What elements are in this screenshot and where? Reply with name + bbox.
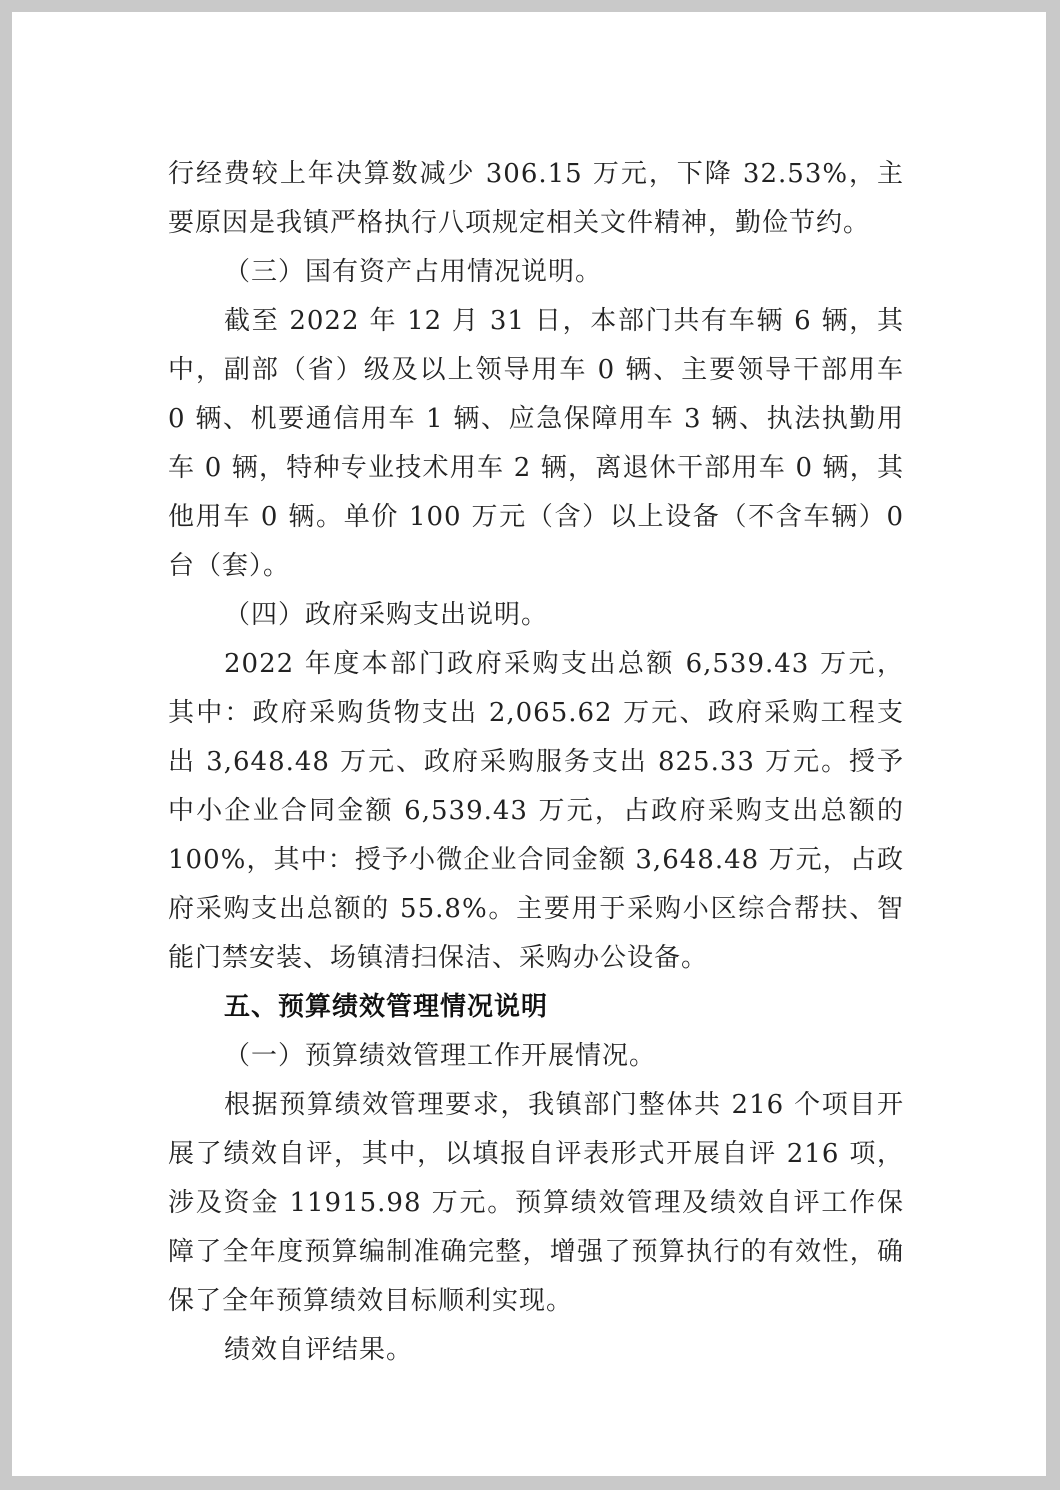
- document-body: [168, 150, 904, 1375]
- paragraph-performance: 根据预算绩效管理要求，我镇部门整体共 216 个项目开展了绩效自评，其中，以填报自评表形式开展自评 216 项，涉及资金 11915.98 万元。预算绩效管理及绩效自评工作保障了全年度预算编制准确完整，增强了预算执行的有效性，确保了全年预算绩效目标顺利实现。: [168, 1090, 904, 1316]
- chapter-heading-performance: 五、预算绩效管理情况说明: [224, 992, 549, 1022]
- document-page: [12, 12, 1046, 1476]
- section-heading-performance-work: （一）预算绩效管理工作开展情况。: [224, 1041, 657, 1071]
- paragraph-procurement: 2022 年度本部门政府采购支出总额 6,539.43 万元，其中：政府采购货物支出 2,065.62 万元、政府采购工程支出 3,648.48 万元、政府采购服务支出 825.33 万元。授予中小企业合同金额 6,539.43 万元，占政府采购支出总额的 100%，其中：授予小微企业合同金额 3,648.48 万元，占政府采购支出总额的 55.8%。主要用于采购小区综合帮扶、智能门禁安装、场镇清扫保洁、采购办公设备。: [168, 649, 904, 973]
- paragraph-expense-decrease: 行经费较上年决算数减少 306.15 万元，下降 32.53%，主要原因是我镇严格执行八项规定相关文件精神，勤俭节约。: [168, 159, 904, 238]
- section-heading-state-assets: （三）国有资产占用情况说明。: [224, 257, 603, 287]
- section-heading-procurement: （四）政府采购支出说明。: [224, 600, 549, 630]
- paragraph-vehicles: 截至 2022 年 12 月 31 日，本部门共有车辆 6 辆，其中，副部（省）级及以上领导用车 0 辆、主要领导干部用车 0 辆、机要通信用车 1 辆、应急保障用车 3 辆、执法执勤用车 0 辆，特种专业技术用车 2 辆，离退休干部用车 0 辆，其他用车 0 辆。单价 100 万元（含）以上设备（不含车辆）0 台（套）。: [168, 306, 904, 581]
- paragraph-self-evaluation: 绩效自评结果。: [224, 1335, 414, 1365]
